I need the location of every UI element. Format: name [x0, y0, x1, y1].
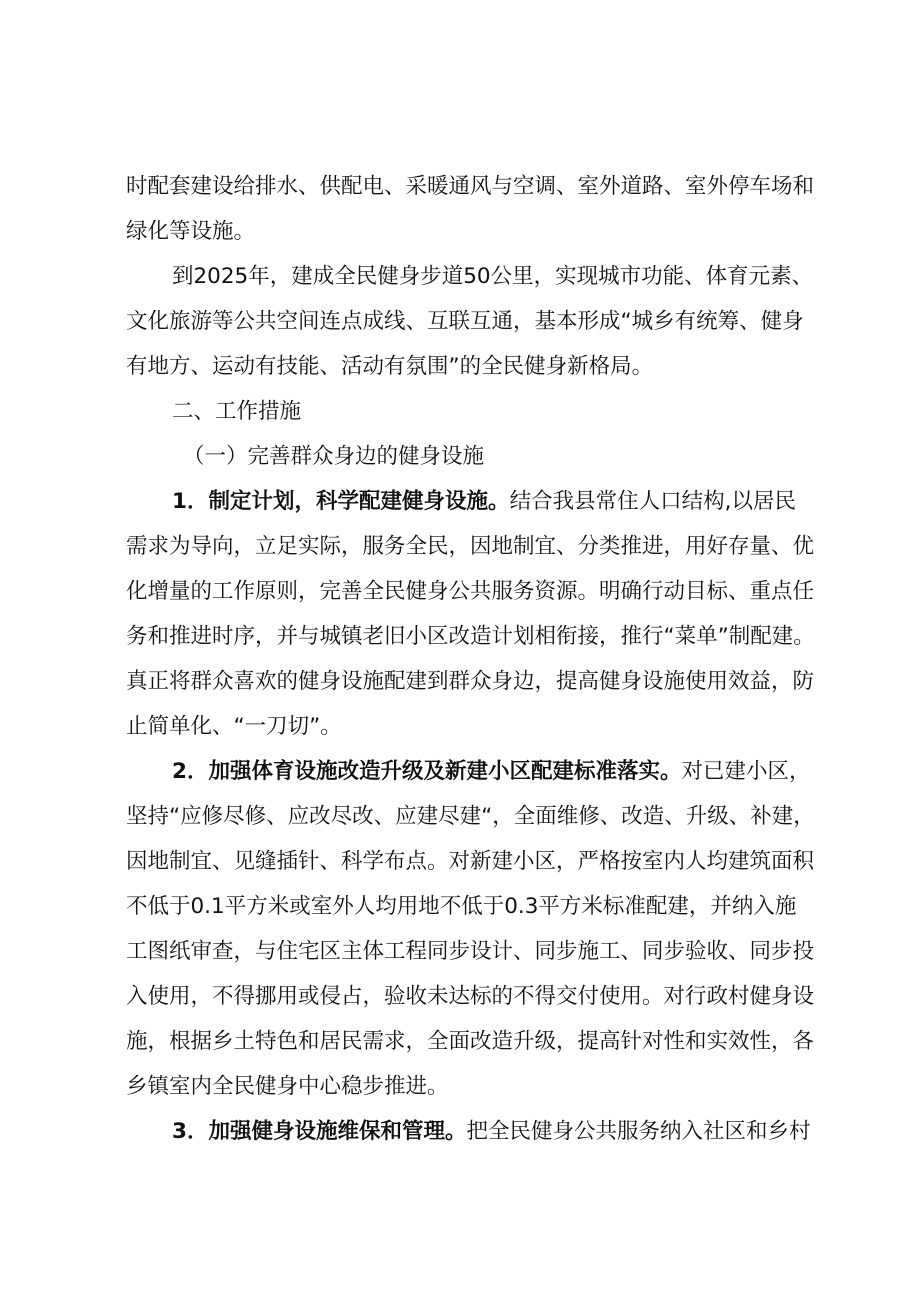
- section-heading: 二、工作措施: [172, 399, 302, 424]
- item-2-first-line: [172, 757, 811, 787]
- body-line: 绿化等设施。: [126, 219, 256, 244]
- body-line: 因地制宜、见缝插针、科学布点。对新建小区，严格按室内人均建筑面积: [126, 849, 815, 874]
- body-line: 不低于0.1平方米或室外人均用地不低于0.3平方米标准配建，并纳入施: [126, 894, 797, 919]
- body-line: 化增量的工作原则，完善全民健身公共服务资源。明确行动目标、重点任: [126, 579, 815, 604]
- body-line: 乡镇室内全民健身中心稳步推进。: [126, 1074, 449, 1099]
- body-line: 时配套建设给排水、供配电、采暖通风与空调、室外道路、室外停车场和: [126, 174, 815, 199]
- body-line: 工图纸审查，与住宅区主体工程同步设计、同步施工、同步验收、同步投: [126, 939, 815, 964]
- item-3-text: 把全民健身公共服务纳入社区和乡村: [466, 1119, 811, 1144]
- item-1-text: 结合我县常住人口结构,以居民: [509, 489, 796, 514]
- item-2-text: 对已建小区，: [681, 759, 811, 784]
- body-line: 坚持“应修尽修、应改尽改、应建尽建“，全面维修、改造、升级、补建，: [126, 804, 815, 829]
- item-2-title: 2．加强体育设施改造升级及新建小区配建标准落实。: [172, 759, 682, 784]
- body-line: 务和推进时序，并与城镇老旧小区改造计划相衔接，推行“菜单”制配建。: [126, 624, 815, 649]
- subsection-heading: （一）完善群众身边的健身设施: [183, 444, 485, 469]
- item-3-first-line: [172, 1117, 811, 1147]
- body-line: 需求为导向，立足实际，服务全民，因地制宜、分类推进，用好存量、优: [126, 534, 815, 559]
- body-line: 真正将群众喜欢的健身设施配建到群众身边，提高健身设施使用效益，防: [126, 669, 815, 694]
- body-line: 止简单化、“一刀切”。: [126, 714, 342, 739]
- body-line: 有地方、运动有技能、活动有氛围”的全民健身新格局。: [126, 354, 654, 379]
- body-line: 入使用，不得挪用或侵占，验收未达标的不得交付使用。对行政村健身设: [126, 984, 815, 1009]
- paragraph-first-line: 到2025年，建成全民健身步道50公里，实现城市功能、体育元素、: [172, 264, 814, 289]
- body-line: 文化旅游等公共空间连点成线、互联互通，基本形成“城乡有统筹、健身: [126, 309, 804, 334]
- item-1-first-line: [172, 487, 796, 517]
- item-3-title: 3．加强健身设施维保和管理。: [172, 1119, 467, 1144]
- body-line: 施，根据乡土特色和居民需求，全面改造升级，提高针对性和实效性，各: [126, 1029, 815, 1054]
- item-1-title: 1．制定计划，科学配建健身设施。: [172, 489, 510, 514]
